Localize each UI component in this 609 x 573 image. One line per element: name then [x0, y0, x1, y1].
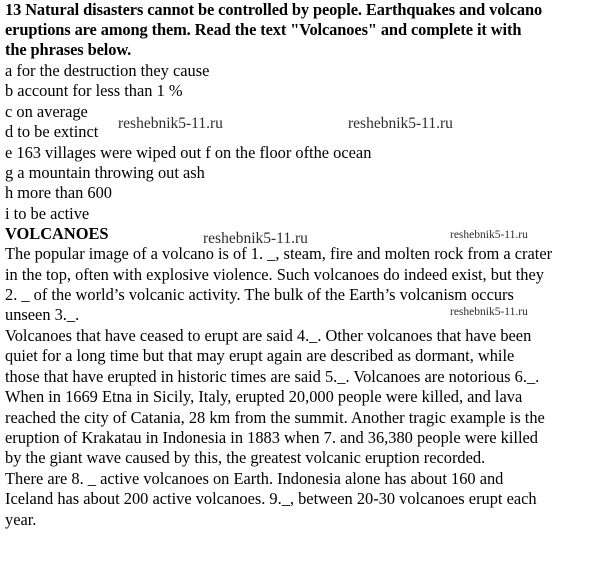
text-line: 2. _ of the world’s volcanic activity. The bulk of the Earth’s volcanism occurs	[5, 285, 514, 305]
phrase-item: c on average	[5, 101, 88, 121]
text-line: those that have erupted in historic times are said 5._. Volcanoes are notorious 6._.	[5, 366, 540, 386]
text-line: unseen 3._.	[5, 305, 80, 325]
watermark: reshebnik5-11.ru	[203, 230, 308, 247]
phrase-item: e 163 villages were wiped out f on the floor ofthe ocean	[5, 142, 372, 162]
text-line: When in 1669 Etna in Sicily, Italy, erupted 20,000 people were killed, and lava	[5, 387, 523, 407]
phrase-item: i to be active	[5, 203, 90, 223]
phrase-item: b account for less than 1 %	[5, 81, 183, 101]
phrase-item: d to be extinct	[5, 122, 99, 142]
text-line: reached the city of Catania, 28 km from the summit. Another tragic example is the	[5, 407, 545, 427]
text-line: in the top, often with explosive violence. Such volcanoes do indeed exist, but they	[5, 264, 544, 284]
watermark: reshebnik5-11.ru	[348, 115, 453, 132]
text-line: year.	[5, 509, 37, 529]
text-line: Iceland has about 200 active volcanoes. 9._, between 20-30 volcanoes erupt each	[5, 489, 537, 509]
phrase-list	[5, 61, 605, 224]
text-line: eruption of Krakatau in Indonesia in 1883 when 7. and 36,380 people were killed	[5, 427, 539, 447]
text-title: VOLCANOES	[5, 224, 109, 244]
watermark: reshebnik5-11.ru	[118, 115, 223, 132]
text-line: quiet for a long time but that may erupt again are described as dormant, while	[5, 346, 515, 366]
phrase-item: h more than 600	[5, 183, 112, 203]
text-line: There are 8. _ active volcanoes on Earth. Indonesia alone has about 160 and	[5, 468, 504, 488]
exercise-page	[5, 0, 605, 530]
phrase-item: a for the destruction they cause	[5, 61, 210, 80]
watermark: reshebnik5-11.ru	[450, 306, 528, 318]
text-line: by the giant wave caused by this, the greatest volcanic eruption recorded.	[5, 448, 486, 468]
text-line: Volcanoes that have ceased to erupt are said 4._. Other volcanoes that have been	[5, 325, 532, 345]
task-line: eruptions are among them. Read the text "Volcanoes" and complete it with	[5, 20, 522, 39]
reading-text	[5, 224, 605, 530]
task-instruction	[5, 0, 605, 60]
phrase-item: g a mountain throwing out ash	[5, 163, 205, 183]
task-line: the phrases below.	[5, 40, 132, 59]
task-line: 13 Natural disasters cannot be controlled by people. Earthquakes and volcano	[5, 0, 543, 19]
text-line: The popular image of a volcano is of 1. _, steam, fire and molten rock from a crater	[5, 244, 553, 264]
watermark: reshebnik5-11.ru	[450, 229, 528, 241]
